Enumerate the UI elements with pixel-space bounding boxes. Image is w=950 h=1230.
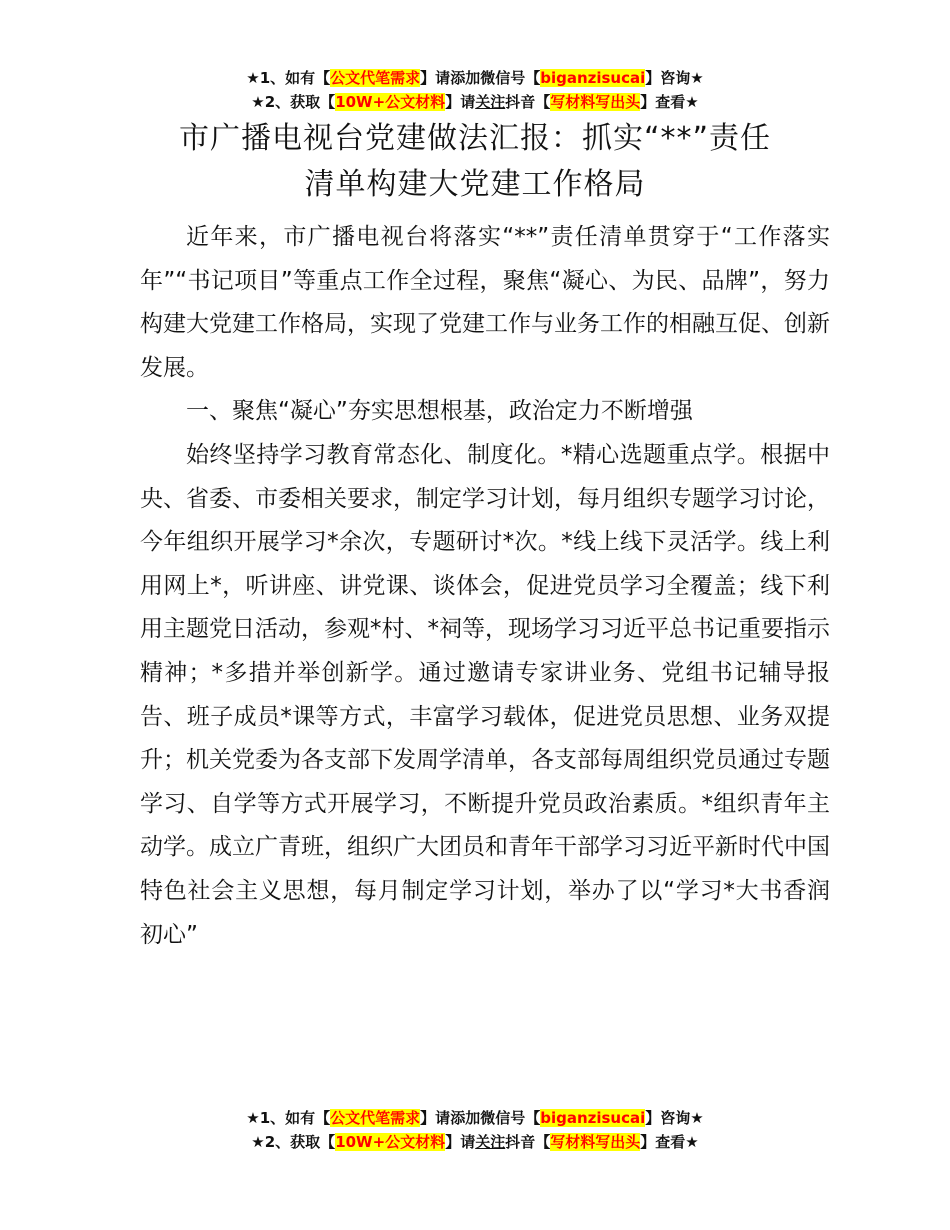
banner-text: 微信号【: [480, 69, 541, 87]
banner-text: ★2、获取【: [251, 1133, 336, 1151]
title-line-2: 清单构建大党建工作格局: [304, 167, 646, 202]
banner-text: 】查看★: [640, 1133, 699, 1151]
banner-text: 】请: [445, 1133, 476, 1151]
banner-emphasis: 添加: [450, 1109, 481, 1127]
banner-emphasis: 关注: [475, 1133, 506, 1151]
banner-text: 微信号【: [480, 1109, 541, 1127]
banner-text: 】请: [420, 69, 451, 87]
header-banner: [0, 66, 950, 114]
banner-text: 】咨询★: [645, 1109, 704, 1127]
banner-highlight: 10W+公文材料: [335, 1133, 446, 1151]
banner-text: 抖音【: [505, 1133, 551, 1151]
banner-text: 】请: [445, 93, 476, 111]
banner-highlight: 写材料写出头: [550, 93, 641, 111]
banner-highlight: 公文代笔需求: [330, 1109, 421, 1127]
banner-line-1: [0, 66, 950, 90]
document-title: [0, 116, 950, 208]
body-paragraph: 始终坚持学习教育常态化、制度化。*精心选题重点学。根据中央、省委、市委相关要求，制定学习计划，每月组织专题学习讨论，今年组织开展学习*余次，专题研讨*次。*线上线下灵活学。线上利用网上*，听讲座、讲党课、谈体会，促进党员学习全覆盖；线下利用主题党日活动，参观*村、*祠等，现场学习习近平总书记重要指示精神；*多措并举创新学。通过邀请专家讲业务、党组书记辅导报告、班子成员*课等方式，丰富学习载体，促进党员思想、业务双提升；机关党委为各支部下发周学清单，各支部每周组织党员通过专题学习、自学等方式开展学习，不断提升党员政治素质。*组织青年主动学。成立广青班，组织广大团员和青年干部学习习近平新时代中国特色社会主义思想，每月制定学习计划，举办了以“学习*大书香润初心”: [140, 441, 830, 948]
banner-line-2: [0, 90, 950, 114]
banner-text: ★2、获取【: [251, 93, 336, 111]
section-heading: 一、聚焦“凝心”夯实思想根基，政治定力不断增强: [186, 398, 693, 425]
banner-highlight: 写材料写出头: [550, 1133, 641, 1151]
banner-text: 】查看★: [640, 93, 699, 111]
title-line-1: 市广播电视台党建做法汇报：抓实“**”责任: [178, 121, 772, 156]
banner-text: 】咨询★: [645, 69, 704, 87]
banner-emphasis: 添加: [450, 69, 481, 87]
banner-text: ★1、如有【: [246, 1109, 331, 1127]
banner-highlight: 公文代笔需求: [330, 69, 421, 87]
banner-text: 抖音【: [505, 93, 551, 111]
banner-text: ★1、如有【: [246, 69, 331, 87]
document-body: [140, 216, 830, 957]
banner-highlight: 10W+公文材料: [335, 93, 446, 111]
banner-highlight: biganzisucai: [540, 69, 646, 87]
banner-line-1: [0, 1106, 950, 1130]
banner-text: 】请: [420, 1109, 451, 1127]
banner-line-2: [0, 1130, 950, 1154]
banner-emphasis: 关注: [475, 93, 506, 111]
intro-paragraph: 近年来，市广播电视台将落实“**”责任清单贯穿于“工作落实年”“书记项目”等重点工作全过程，聚焦“凝心、为民、品牌”，努力构建大党建工作格局，实现了党建工作与业务工作的相融互促、创新发展。: [140, 224, 830, 381]
footer-banner: [0, 1106, 950, 1154]
banner-highlight: biganzisucai: [540, 1109, 646, 1127]
